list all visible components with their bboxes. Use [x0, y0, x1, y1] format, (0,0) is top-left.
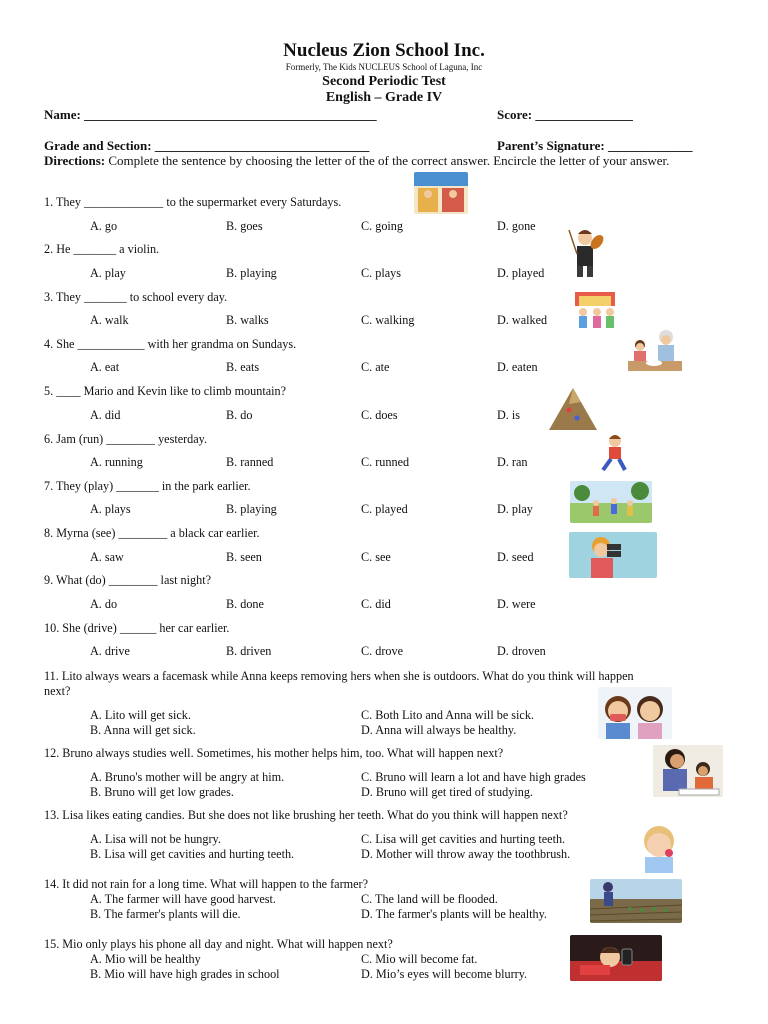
question-text: 5. ____ Mario and Kevin like to climb mountain?: [44, 384, 287, 399]
answer-choice[interactable]: D. Mother will throw away the toothbrush.: [361, 847, 571, 861]
answer-choice[interactable]: C. Bruno will learn a lot and have high grades: [361, 770, 586, 784]
directions-label: Directions:: [44, 153, 106, 168]
answer-choice[interactable]: C. Lisa will get cavities and hurting teeth.: [361, 832, 566, 846]
mountain-climb-icon: [547, 386, 599, 430]
answer-choice[interactable]: B. Anna will get sick.: [90, 723, 196, 737]
question-text: 15. Mio only plays his phone all day and night. What will happen next?: [44, 937, 393, 951]
answer-choice[interactable]: B. playing: [226, 502, 277, 517]
answer-choice[interactable]: A. plays: [90, 502, 131, 517]
question-text: 13. Lisa likes eating candies. But she does not like brushing her teeth. What do you think will happen next?: [44, 808, 568, 822]
question-text: 3. They _______ to school every day.: [44, 289, 228, 304]
farmer-field-icon: [590, 879, 682, 923]
answer-choice[interactable]: C. walking: [361, 313, 415, 328]
park-play-icon: [570, 481, 652, 523]
answer-choice[interactable]: D. gone: [497, 218, 536, 233]
school-formerly: Formerly, The Kids NUCLEUS School of Laguna, Inc: [285, 62, 483, 72]
question-text: 12. Bruno always studies well. Sometimes, his mother helps him, too. What will happen next?: [44, 746, 504, 760]
question-text: 14. It did not rain for a long time. What will happen to the farmer?: [44, 877, 369, 891]
question-text: 11. Lito always wears a facemask while Anna keeps removing hers when she is outdoors. What do you think will happen: [44, 669, 634, 683]
question-text-continued: next?: [44, 684, 71, 698]
answer-choice[interactable]: A. did: [90, 407, 121, 422]
answer-choice[interactable]: C. going: [361, 218, 403, 233]
answer-choice[interactable]: C. played: [361, 502, 408, 517]
subject-title: English – Grade IV: [325, 90, 443, 105]
question-text: 4. She ___________ with her grandma on Sundays.: [44, 336, 297, 351]
violin-boy-icon: [563, 228, 609, 278]
grade-section-field[interactable]: Grade and Section: _________________________________: [44, 138, 370, 153]
answer-choice[interactable]: A. go: [90, 218, 118, 233]
question-text: 7. They (play) _______ in the park earlier.: [44, 478, 251, 493]
answer-choice[interactable]: B. Mio will have high grades in school: [90, 967, 280, 981]
name-field[interactable]: Name: _____________________________________________: [44, 107, 377, 122]
answer-choice[interactable]: A. play: [90, 265, 126, 280]
facemask-kids-icon: [598, 687, 672, 739]
school-kids-icon: [569, 290, 621, 332]
answer-choice[interactable]: A. running: [90, 455, 143, 469]
boy-phone-icon: [570, 935, 662, 981]
answer-choice[interactable]: D. play: [497, 502, 533, 517]
directions: [44, 153, 724, 169]
answer-choice[interactable]: B. walks: [226, 313, 269, 328]
parent-signature-field[interactable]: Parent’s Signature: _____________: [497, 138, 693, 153]
answer-choice[interactable]: C. see: [361, 549, 391, 564]
question-text: 8. Myrna (see) ________ a black car earlier.: [44, 526, 260, 541]
answer-choice[interactable]: D. Bruno will get tired of studying.: [361, 785, 533, 799]
answer-choice[interactable]: D. droven: [497, 644, 546, 659]
directions-text: Complete the sentence by choosing the letter of the of the correct answer. Encircle the letter of your answer.: [105, 153, 670, 168]
answer-choice[interactable]: B. Lisa will get cavities and hurting teeth.: [90, 847, 295, 861]
question-text: 2. He _______ a violin.: [44, 242, 160, 257]
running-boy-icon: [597, 434, 629, 474]
answer-choice[interactable]: D. Anna will always be healthy.: [361, 723, 517, 737]
answer-choice[interactable]: D. Mio’s eyes will become blurry.: [361, 967, 528, 981]
score-field[interactable]: Score: _______________: [497, 107, 633, 122]
answer-choice[interactable]: C. did: [361, 596, 391, 611]
grandma-cooking-icon: [626, 327, 684, 375]
answer-choice[interactable]: B. done: [226, 596, 264, 611]
answer-choice[interactable]: C. Both Lito and Anna will be sick.: [361, 708, 534, 722]
answer-choice[interactable]: C. plays: [361, 265, 401, 280]
answer-choice[interactable]: D. walked: [497, 313, 548, 328]
answer-choice[interactable]: A. Mio will be healthy: [90, 952, 201, 966]
answer-choice[interactable]: A. Lito will get sick.: [90, 708, 191, 722]
question-text: 6. Jam (run) ________ yesterday.: [44, 431, 208, 446]
answer-choice[interactable]: C. ate: [361, 360, 390, 375]
answer-choice[interactable]: A. Bruno's mother will be angry at him.: [90, 770, 285, 784]
answer-choice[interactable]: C. runned: [361, 455, 410, 469]
answer-choice[interactable]: B. driven: [226, 644, 272, 659]
answer-choice[interactable]: B. do: [226, 407, 253, 422]
answer-choice[interactable]: D. eaten: [497, 360, 538, 375]
answer-choice[interactable]: D. The farmer's plants will be healthy.: [361, 907, 547, 921]
answer-choice[interactable]: C. The land will be flooded.: [361, 892, 498, 906]
mother-study-icon: [653, 745, 723, 797]
answer-choice[interactable]: B. Bruno will get low grades.: [90, 785, 234, 799]
question-text: 1. They _____________ to the supermarket every Saturdays.: [44, 195, 342, 209]
shopping-picture-icon: [414, 172, 468, 214]
answer-choice[interactable]: C. Mio will become fat.: [361, 952, 478, 966]
answer-choice[interactable]: B. The farmer's plants will die.: [90, 907, 241, 921]
answer-choice[interactable]: A. drive: [90, 644, 130, 659]
answer-choice[interactable]: B. goes: [226, 218, 263, 233]
answer-choice[interactable]: D. played: [497, 265, 545, 280]
girl-candy-icon: [633, 823, 685, 873]
answer-choice[interactable]: B. eats: [226, 360, 260, 375]
answer-choice[interactable]: C. drove: [361, 644, 403, 659]
school-name: Nucleus Zion School Inc.: [283, 40, 485, 61]
answer-choice[interactable]: B. seen: [226, 549, 262, 564]
answer-choice[interactable]: C. does: [361, 407, 398, 422]
answer-choice[interactable]: A. eat: [90, 360, 120, 375]
question-text: 9. What (do) ________ last night?: [44, 573, 211, 588]
binoculars-girl-icon: [569, 532, 657, 578]
answer-choice[interactable]: A. Lisa will not be hungry.: [90, 832, 221, 846]
answer-choice[interactable]: A. do: [90, 596, 118, 611]
answer-choice[interactable]: D. is: [497, 407, 521, 422]
answer-choice[interactable]: D. ran: [497, 455, 528, 469]
answer-choice[interactable]: A. saw: [90, 549, 124, 564]
answer-choice[interactable]: A. walk: [90, 313, 129, 328]
answer-choice[interactable]: A. The farmer will have good harvest.: [90, 892, 276, 906]
answer-choice[interactable]: D. were: [497, 596, 536, 611]
answer-choice[interactable]: B. ranned: [226, 455, 274, 469]
answer-choice[interactable]: D. seed: [497, 549, 534, 564]
question-text: 10. She (drive) ______ her car earlier.: [44, 620, 230, 635]
answer-choice[interactable]: B. playing: [226, 265, 277, 280]
test-title: Second Periodic Test: [322, 74, 446, 89]
